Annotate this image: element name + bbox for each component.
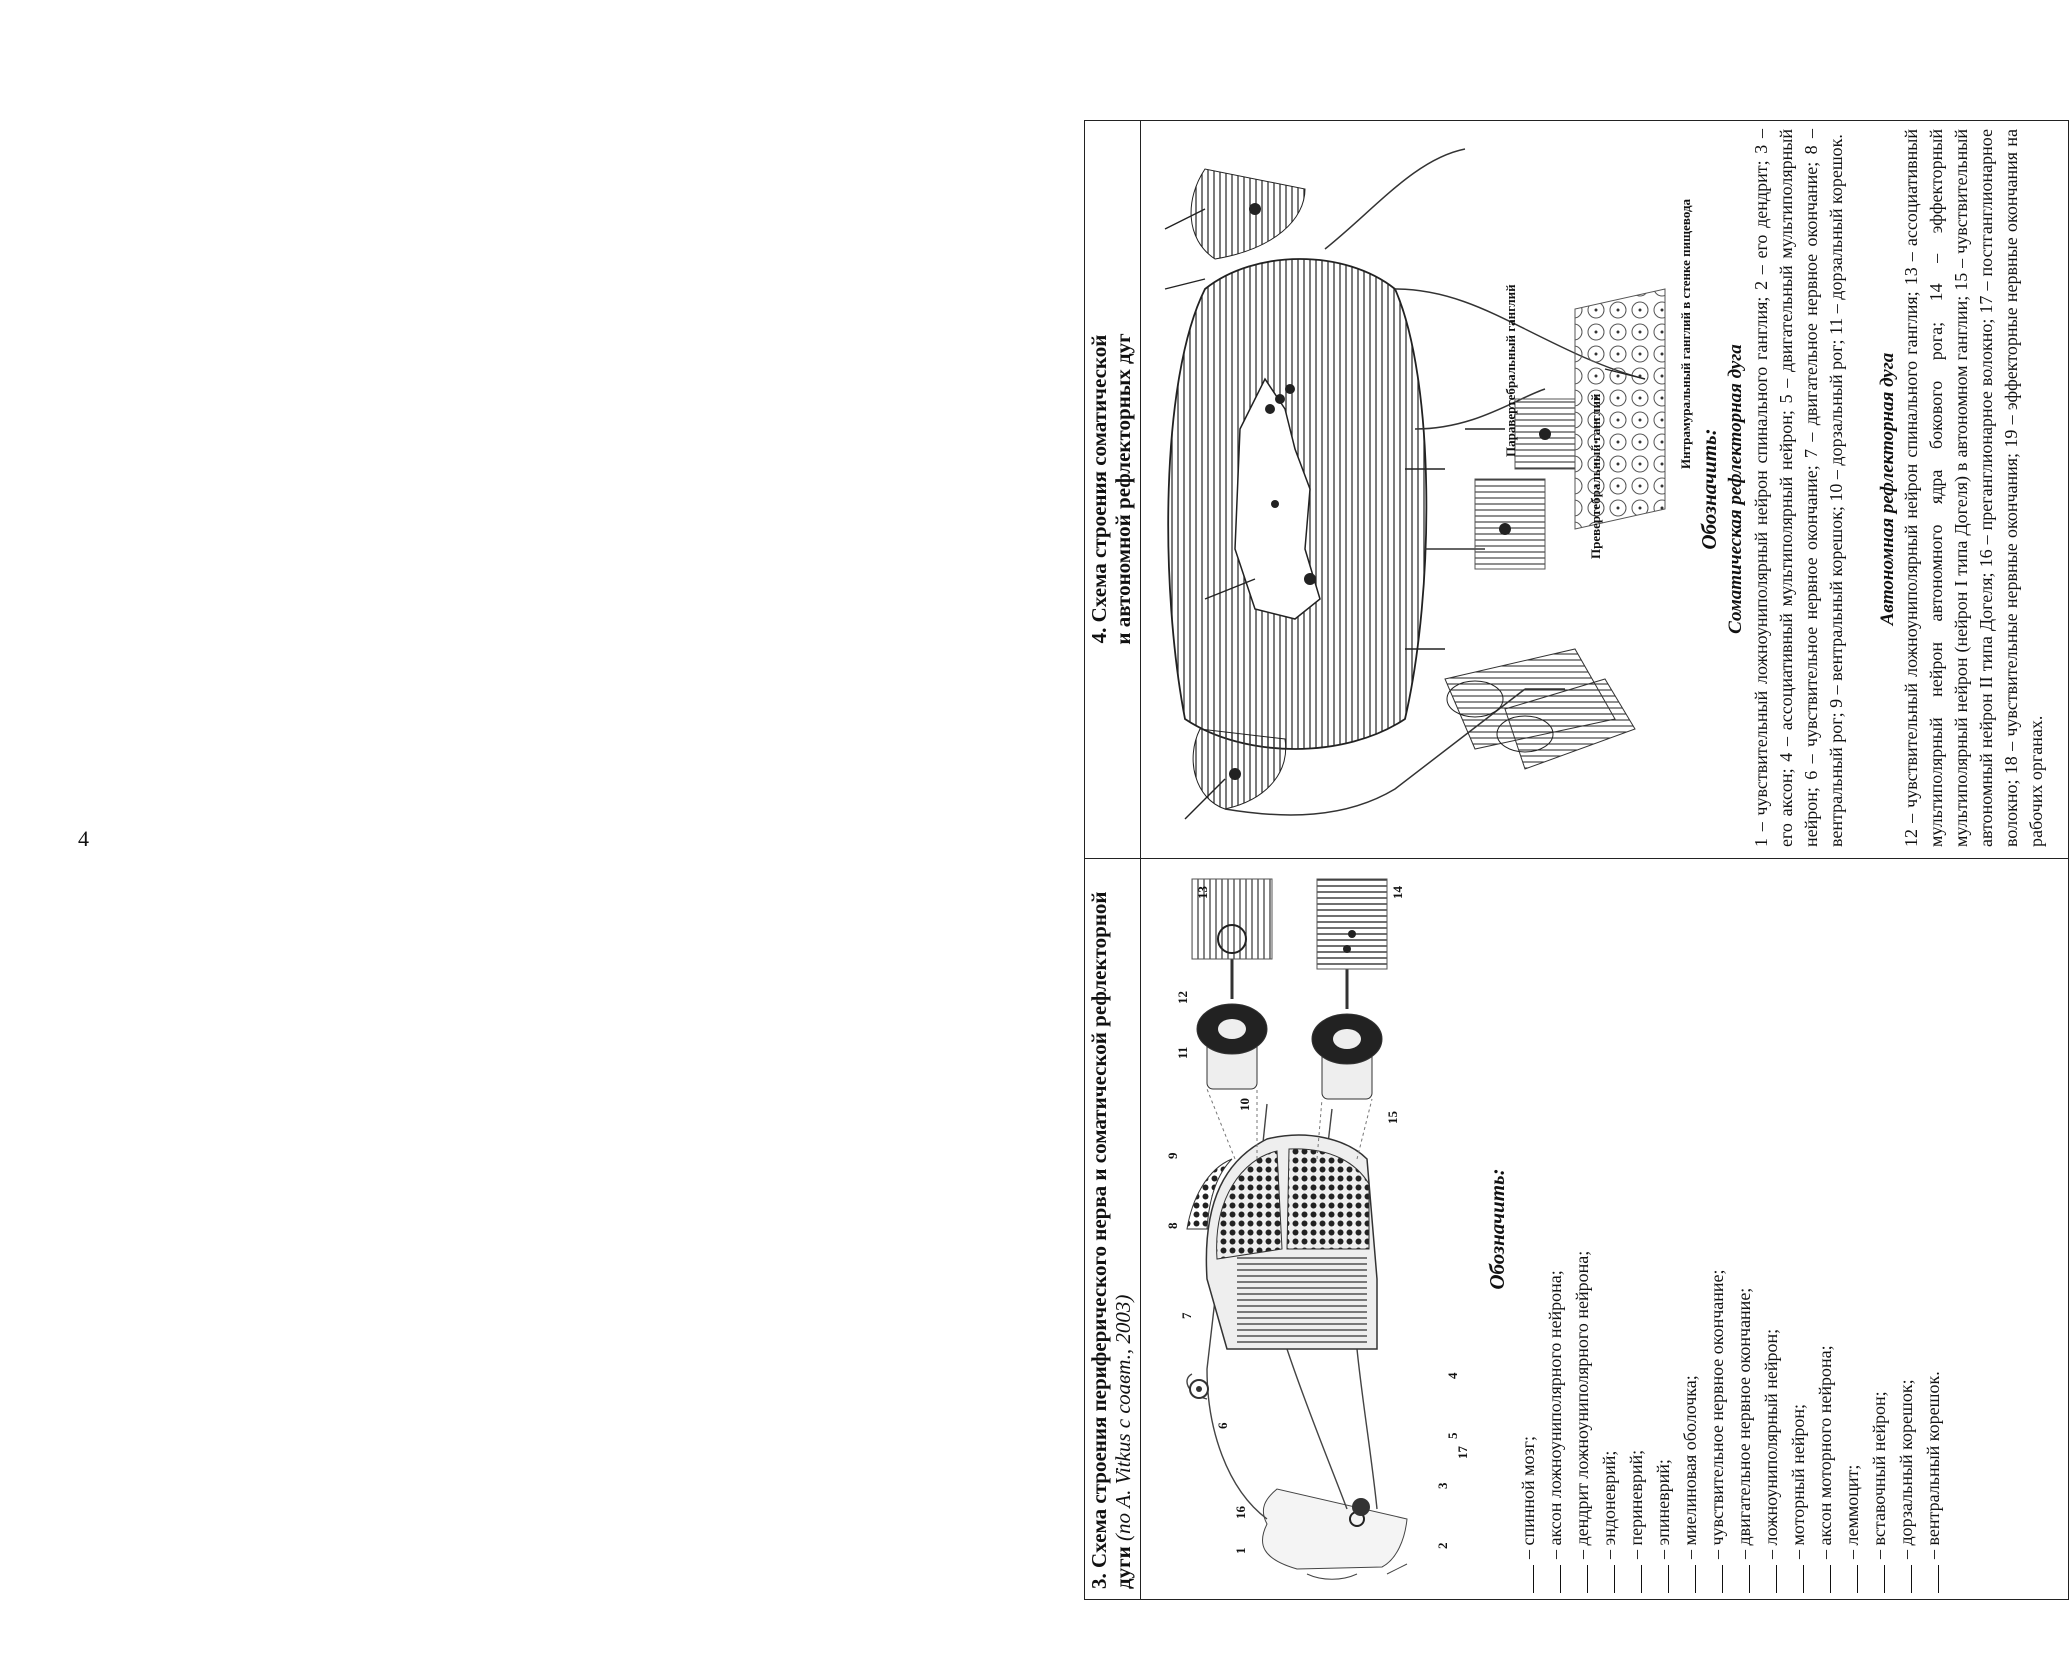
fig3-label-2: 2: [1435, 1542, 1450, 1549]
fig3-label-16: 16: [1233, 1506, 1248, 1519]
answer-blank[interactable]: [1515, 1565, 1534, 1593]
autonomic-arc-heading: Автономная рефлекторная дуга: [1877, 352, 1898, 626]
fig3-label-14: 14: [1390, 886, 1405, 899]
fig3-label-10: 10: [1237, 1098, 1252, 1111]
section-3-legend: [1515, 873, 1947, 1593]
answer-blank[interactable]: [1920, 1565, 1939, 1593]
fig3-label-13: 13: [1195, 886, 1210, 899]
somatic-arc-heading: Соматическая рефлекторная дуга: [1725, 344, 1746, 634]
fig3-label-8: 8: [1165, 1222, 1180, 1229]
legend-item: – периневрий;: [1623, 873, 1650, 1593]
nerve-cross-section-block: [1187, 1135, 1377, 1349]
legend-item: – эндоневрий;: [1596, 873, 1623, 1593]
muscle-fibres: [1445, 649, 1635, 769]
legend-item: – ложноуниполярный нейрон;: [1758, 873, 1785, 1593]
section-3-source: (по A. Vitkus с соавт., 2003): [1111, 1294, 1135, 1541]
section-4-title-line1: 4. Схема строения соматической: [1087, 334, 1111, 644]
legend-item: – чувствительное нервное окончание;: [1704, 873, 1731, 1593]
fig3-label-3: 3: [1435, 1482, 1450, 1489]
prevertebral-ganglion-label: Превертебральный ганглий: [1588, 393, 1603, 559]
answer-blank[interactable]: [1785, 1565, 1804, 1593]
section-3-title: [1087, 869, 1139, 1589]
somatic-arc-legend: 1 – чувствительный ложноуниполярный нейрон спинального ганглия; 2 – его дендрит; 3 – его аксон; 4 – ассоциативный мультиполярный нейрон; 5 – двигательный мультиполярный нейрон; 6 – чувствительное нервное окончание; 7 – двигательное нервное окончание; 8 – вентральный рог; 9 – вентральный корешок; 10 – дорзальный рог; 11 – дорзальный корешок.: [1751, 129, 1846, 847]
answer-blank[interactable]: [1704, 1565, 1723, 1593]
column-divider: [1085, 858, 2068, 859]
fig3-label-4: 4: [1445, 1372, 1460, 1379]
answer-blank[interactable]: [1542, 1565, 1561, 1593]
answer-blank[interactable]: [1866, 1565, 1885, 1593]
magnified-fibres: [1192, 879, 1387, 1099]
section-3-instruction: Обозначить:: [1485, 1168, 1509, 1290]
fig3-label-9: 9: [1165, 1152, 1180, 1159]
header-divider: [1140, 121, 1141, 1599]
answer-blank[interactable]: [1893, 1565, 1912, 1593]
fig3-label-7: 7: [1179, 1312, 1194, 1319]
fig3-label-5: 5: [1445, 1432, 1460, 1439]
legend-item: – двигательное нервное окончание;: [1731, 873, 1758, 1593]
section-4-title-line2: и автономной рефлекторных дуг: [1111, 333, 1135, 645]
legend-item: – аксон моторного нейрона;: [1812, 873, 1839, 1593]
reflex-arcs-diagram: [1145, 129, 1695, 849]
fig3-label-11: 11: [1175, 1046, 1190, 1059]
legend-item: – вставочный нейрон;: [1866, 873, 1893, 1593]
peripheral-nerve-diagram: [1147, 869, 1477, 1579]
worksheet-table: [1084, 120, 2069, 1600]
section-4-title: [1087, 129, 1139, 849]
fig3-label-12: 12: [1175, 991, 1190, 1004]
legend-item: – моторный нейрон;: [1785, 873, 1812, 1593]
autonomic-arc-legend: 12 – чувствительный ложноуниполярный нейрон спинального ганглия; 13 – ассоциативный мультиполярный нейрон автономного ядра бокового рога; 14 – эффекторный мультиполярный нейрон (нейрон I типа Догеля) в автономном ганглии; 15 – чувствительный автономный нейрон II типа Догеля; 16 – преганглионарное волокно; 17 – постганглионарное волокно; 18 – чувствительные нервные окончания; 19 – эффекторные нервные окончания на рабочих органах.: [1901, 129, 2046, 847]
fig3-label-1: 1: [1233, 1547, 1248, 1554]
section-3-title-text: 3. Схема строения периферического нерва и соматической рефлекторной дуги: [1087, 891, 1135, 1589]
legend-item: – дендрит ложноуниполярного нейрона;: [1569, 873, 1596, 1593]
spinal-cord-section: [1262, 1489, 1407, 1579]
intramural-ganglion-label: Интрамуральный ганглий в стенке пищевода: [1678, 198, 1693, 469]
fig3-label-15: 15: [1385, 1111, 1400, 1124]
answer-blank[interactable]: [1596, 1565, 1615, 1593]
section-4-instruction: Обозначить:: [1697, 428, 1721, 550]
page-number: 4: [78, 826, 89, 851]
answer-blank[interactable]: [1650, 1565, 1669, 1593]
paravertebral-ganglion-label: Паравертебральный ганглий: [1503, 284, 1518, 457]
fig3-label-6: 6: [1215, 1422, 1230, 1429]
legend-item: – миелиновая оболочка;: [1677, 873, 1704, 1593]
answer-blank[interactable]: [1569, 1565, 1588, 1593]
legend-item: – аксон ложноуниполярного нейрона;: [1542, 873, 1569, 1593]
legend-item: – леммоцит;: [1839, 873, 1866, 1593]
answer-blank[interactable]: [1839, 1565, 1858, 1593]
legend-item: – спинной мозг;: [1515, 873, 1542, 1593]
legend-item: – вентральный корешок.: [1920, 873, 1947, 1593]
legend-item: – дорзальный корешок;: [1893, 873, 1920, 1593]
fig3-label-17: 17: [1455, 1446, 1470, 1459]
answer-blank[interactable]: [1812, 1565, 1831, 1593]
spinal-cord: [1168, 259, 1426, 749]
answer-blank[interactable]: [1623, 1565, 1642, 1593]
answer-blank[interactable]: [1677, 1565, 1696, 1593]
legend-item: – эпиневрий;: [1650, 873, 1677, 1593]
answer-blank[interactable]: [1731, 1565, 1750, 1593]
answer-blank[interactable]: [1758, 1565, 1777, 1593]
